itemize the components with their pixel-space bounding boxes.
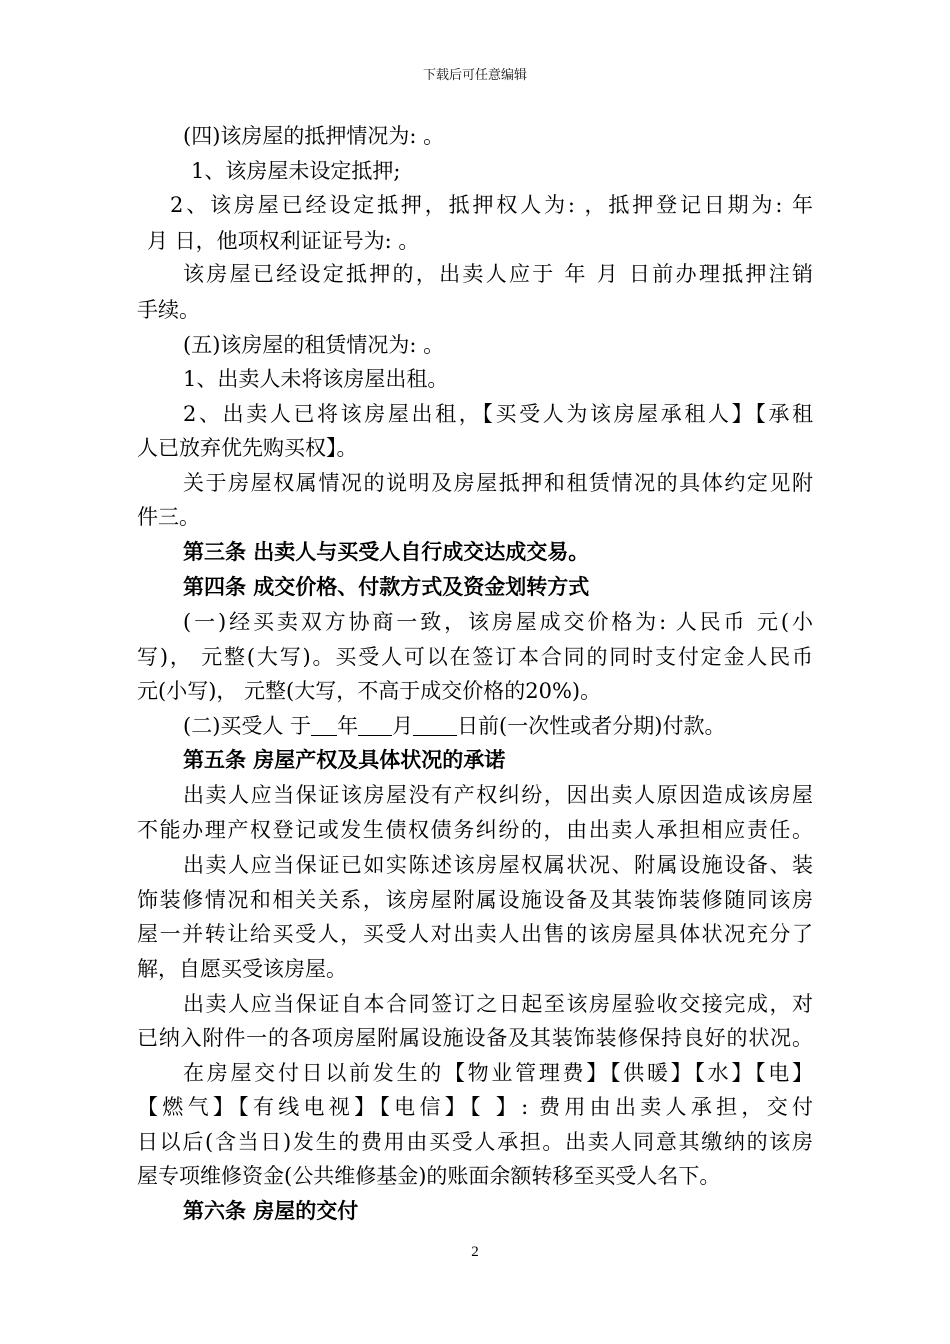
page-number: 2 [471, 1244, 479, 1260]
text-line: 手续。 [137, 298, 200, 322]
text-line: 1、该房屋未设定抵押; [191, 159, 401, 183]
blank-field [358, 715, 392, 736]
text-line [183, 711, 725, 741]
year-label: 年 [337, 714, 359, 738]
text-line: 1、出卖人未将该房屋出租。 [183, 367, 449, 391]
text-line: 写)， 元整(大写)。买受人可以在签订本合同的同时支付定金人民币 [137, 645, 813, 669]
blank-field [413, 715, 457, 736]
text-line: 屋专项维修资金(公共维修基金)的账面余额转移至买受人名下。 [137, 1164, 721, 1188]
text-line: 2、该房屋已经设定抵押，抵押权人为: ，抵押登记日期为: 年 [170, 193, 813, 217]
article-heading: 第三条 出卖人与买受人自行成交达成交易。 [183, 539, 590, 564]
payment-clause-end: 日前(一次性或者分期)付款。 [457, 714, 726, 738]
text-line: 元(小写)， 元整(大写，不高于成交价格的20%)。 [137, 679, 602, 703]
text-line: 出卖人应当保证该房屋没有产权纠纷，因出卖人原因造成该房屋 [183, 783, 813, 807]
text-line: 【燃气】【有线电视】【电信】【 】: 费用由出卖人承担，交付 [137, 1095, 813, 1119]
article-heading: 第四条 成交价格、付款方式及资金划转方式 [183, 574, 590, 599]
text-line: 饰装修情况和相关关系，该房屋附属设施设备及其装饰装修随同该房 [137, 888, 813, 912]
text-line: 在房屋交付日以前发生的【物业管理费】【供暖】【水】【电】 [183, 1061, 813, 1085]
text-line: (一)经买卖双方协商一致，该房屋成交价格为: 人民币 元(小 [183, 610, 813, 634]
text-line: 关于房屋权属情况的说明及房屋抵押和租赁情况的具体约定见附 [183, 471, 813, 495]
text-line: 该房屋已经设定抵押的，出卖人应于 年 月 日前办理抵押注销 [183, 262, 813, 286]
text-line: 出卖人应当保证自本合同签订之日起至该房屋验收交接完成，对 [183, 992, 813, 1016]
text-line: 日以后(含当日)发生的费用由买受人承担。出卖人同意其缴纳的该房 [137, 1130, 813, 1154]
page-header: 下载后可任意编辑 [422, 68, 527, 83]
text-line: 人已放弃优先购买权】。 [137, 436, 358, 460]
text-line: 件三。 [137, 505, 200, 529]
blank-field [311, 715, 337, 736]
month-label: 月 [392, 714, 414, 738]
text-line: 月 日，他项权利证证号为: 。 [147, 229, 420, 253]
article-heading: 第六条 房屋的交付 [183, 1198, 359, 1223]
text-line: 解，自愿买受该房屋。 [137, 957, 347, 981]
article-heading: 第五条 房屋产权及具体状况的承诺 [183, 747, 506, 772]
payment-clause-start: (二)买受人 于 [183, 714, 312, 738]
text-line: (四)该房屋的抵押情况为: 。 [183, 124, 445, 148]
text-line: 已纳入附件一的各项房屋附属设施设备及其装饰装修保持良好的状况。 [137, 1026, 813, 1050]
text-line: 屋一并转让给买受人，买受人对出卖人出售的该房屋具体状况充分了 [137, 922, 813, 946]
text-line: (五)该房屋的租赁情况为: 。 [183, 333, 445, 357]
text-line: 出卖人应当保证已如实陈述该房屋权属状况、附属设施设备、装 [183, 853, 813, 877]
text-line: 不能办理产权登记或发生债权债务纠纷的，由出卖人承担相应责任。 [137, 818, 813, 842]
text-line: 2、出卖人已将该房屋出租，【买受人为该房屋承租人】【承租 [183, 402, 813, 426]
